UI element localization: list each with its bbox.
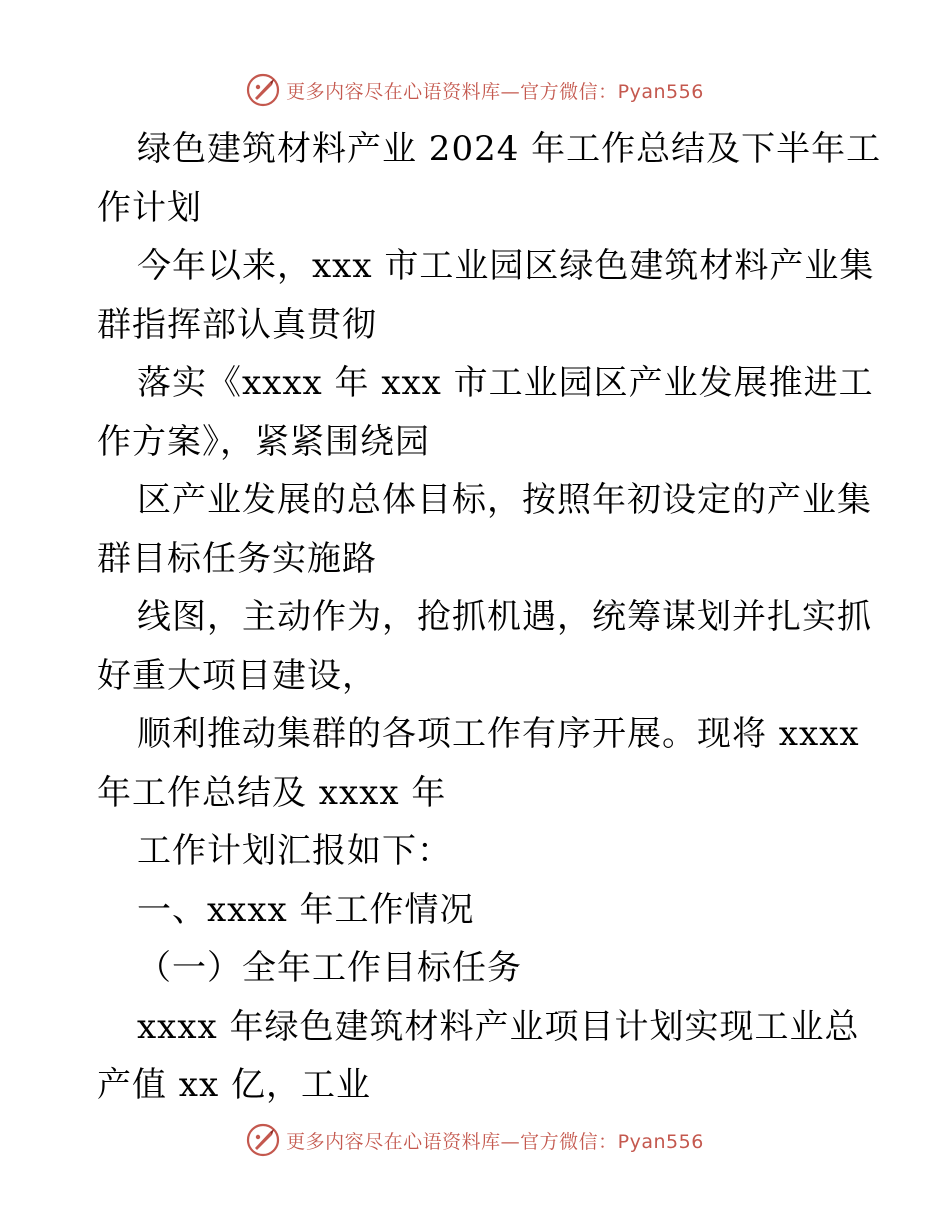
watermark-wechat-id: Pyan556 — [617, 80, 704, 103]
paragraph-line: 产值 xx 亿，工业 — [97, 1065, 371, 1105]
subsection-heading: （一）全年工作目标任务 — [137, 948, 522, 988]
paragraph-line: 落实《xxxx 年 xxx 市工业园区产业发展推进工 — [137, 363, 874, 403]
watermark-text: 更多内容尽在心语资料库—官方微信：Pyan556 — [286, 80, 704, 103]
paragraph-line: 今年以来，xxx 市工业园区绿色建筑材料产业集 — [137, 246, 875, 286]
paragraph-line: 顺利推动集群的各项工作有序开展。现将 xxxx — [137, 714, 860, 754]
paragraph-line: 区产业发展的总体目标，按照年初设定的产业集 — [137, 480, 872, 520]
paragraph-line: 线图，主动作为，抢抓机遇，统筹谋划并扎实抓 — [137, 597, 872, 637]
watermark-group — [246, 73, 704, 107]
paragraph-line: 工作计划汇报如下： — [137, 831, 452, 871]
watermark-wechat-id: Pyan556 — [617, 1130, 704, 1153]
title-line-1: 绿色建筑材料产业 2024 年工作总结及下半年工 — [137, 129, 882, 169]
watermark-group — [246, 1123, 704, 1157]
header-watermark — [0, 70, 950, 110]
footer-watermark — [0, 1120, 950, 1160]
paragraph-line: 作方案》，紧紧围绕园 — [97, 421, 430, 462]
paragraph-line: 群目标任务实施路 — [97, 538, 377, 579]
document-body — [97, 120, 882, 1115]
section-heading: 一、xxxx 年工作情况 — [137, 889, 475, 930]
quill-logo-icon — [246, 73, 280, 107]
title-line-2: 作计划 — [97, 187, 202, 228]
paragraph-line: 好重大项目建设， — [97, 655, 377, 696]
paragraph-line: 群指挥部认真贯彻 — [97, 304, 377, 345]
paragraph-line: 年工作总结及 xxxx 年 — [97, 772, 447, 813]
quill-logo-icon — [246, 1123, 280, 1157]
watermark-text: 更多内容尽在心语资料库—官方微信：Pyan556 — [286, 1130, 704, 1153]
paragraph-line: xxxx 年绿色建筑材料产业项目计划实现工业总 — [137, 1006, 860, 1047]
